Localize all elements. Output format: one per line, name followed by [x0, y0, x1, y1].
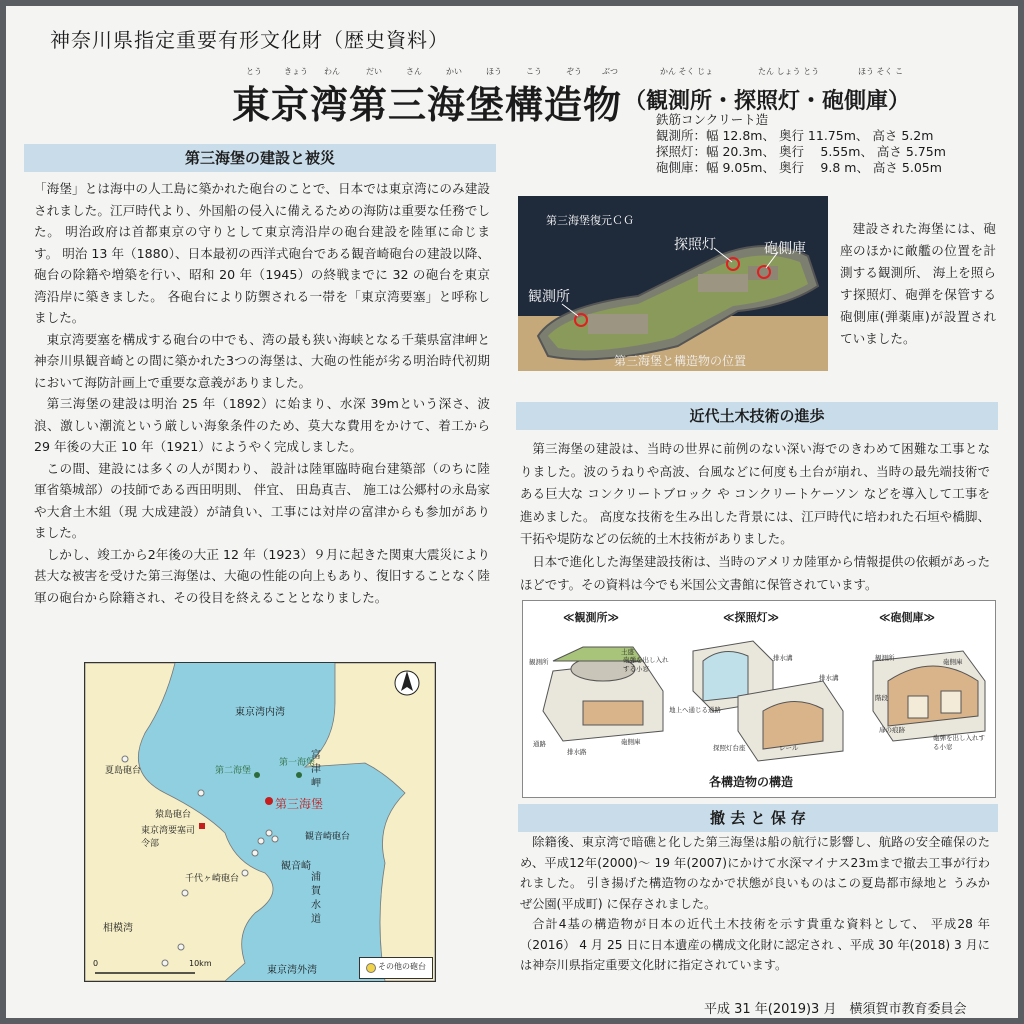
section-body-removal	[520, 832, 990, 976]
diag-label: 地上へ通じる通路	[669, 706, 721, 714]
cg-label-observation: 観測所	[528, 289, 570, 305]
ruby: とう	[246, 67, 262, 76]
map-label-fort3: 第三海堡	[275, 797, 324, 811]
diag-label: 探照灯台座	[713, 744, 746, 752]
map-scale-10: 10km	[189, 959, 212, 968]
diag-label: 通路	[533, 740, 546, 748]
diagram-caption: 各構造物の構造	[709, 775, 794, 789]
diag-label: レール	[779, 744, 799, 752]
map-label-natsushima: 夏島砲台	[105, 766, 142, 776]
map-label-chiyogasaki: 千代ヶ崎砲台	[185, 874, 240, 884]
map-label-sagami: 相模湾	[103, 923, 133, 934]
diag-label: 排水溝	[819, 674, 839, 682]
diagram-head-searchlight: ≪探照灯≫	[723, 611, 780, 624]
map-label-kannonzaki-battery: 観音崎砲台	[305, 832, 351, 842]
cg-label-searchlight: 探照灯	[674, 237, 716, 253]
ruby: ほう	[486, 67, 502, 76]
map-label-fort1: 第一海堡	[279, 758, 316, 768]
legend-dot-icon	[366, 963, 376, 973]
footer-credit: 平成 31 年(2019)3 月 横須賀市教育委員会	[704, 1002, 967, 1017]
paragraph: しかし、竣工から2年後の大正 12 年（1923）９月に起きた関東大震災により甚大な被害を受けた第三海堡は、大砲の性能の向上もあり、復旧することなく陸軍の砲台から除籍され、その役目を終えることとなりました。	[34, 546, 490, 605]
diag-label: 砲弾を出し入れする小窓	[933, 734, 985, 751]
ruby: こう	[526, 67, 542, 76]
legend-label: その他の砲台	[378, 962, 426, 971]
section-body-construction	[34, 178, 490, 608]
map-legend	[359, 957, 433, 979]
spec-list	[656, 112, 946, 176]
paragraph: 第三海堡の建設は明治 25 年（1892）に始まり、水深 39mという深さ、波浪、激しい潮流という厳しい海象条件のため、莫大な費用をかけて、着工から 29 年後の大正 10 年（1921）にようやく完成しました。	[34, 396, 490, 454]
diagram-head-magazine: ≪砲側庫≫	[879, 611, 936, 624]
paragraph: 除籍後、東京湾で暗礁と化した第三海堡は船の航行に影響し、航路の安全確保のため、平成12年(2000)～ 19 年(2007)にかけて水深マイナス23ｍまで撤去工事が行われました。 引き揚げた構造物のなかで状態が良いものはこの夏島都市緑地と うみかぜ公園(平成町) に保存されました。	[520, 835, 990, 911]
spec-row: 探照灯：幅 20.3m、 奥行 5.55m、 高さ 5.75m	[656, 144, 946, 159]
ruby: かい	[446, 67, 462, 76]
section-heading-construction: 第三海堡の建設と被災	[24, 144, 496, 172]
location-map	[84, 662, 436, 982]
diag-label: 観測所	[875, 654, 895, 662]
spec-row: 観測所：幅 12.8m、 奥行 11.75m、 高さ 5.2m	[656, 128, 934, 143]
diag-label: 砲弾を出し入れする小窓	[623, 656, 669, 673]
paragraph: 日本で進化した海堡建設技術は、当時のアメリカ陸軍から情報提供の依頼があったほどです。その資料は今でも米国公文書館に保管されています。	[520, 553, 990, 592]
map-label-hq: 東京湾要塞司令部	[141, 826, 196, 849]
spec-row: 砲側庫：幅 9.05m、 奥行 9.8 m、 高さ 5.05m	[656, 160, 942, 175]
map-scale-0: 0	[93, 959, 99, 968]
ruby: かん そく じょ	[660, 67, 714, 76]
map-label-futtsu: 富津岬	[311, 750, 321, 789]
map-label-inner-bay: 東京湾内湾	[235, 707, 285, 718]
ruby: ぞう	[566, 67, 582, 76]
paragraph: 東京湾要塞を構成する砲台の中でも、湾の最も狭い海峡となる千葉県富津岬と神奈川県観音崎との間に築かれた3つの海堡は、大砲の性能が劣る明治時代初期において海防計画上で重要な意義がありました。	[34, 331, 491, 390]
cg-corner-label: 第三海堡復元ＣＧ	[546, 214, 634, 227]
ruby: わん	[324, 67, 340, 76]
map-label-kannonzaki: 観音崎	[281, 861, 311, 872]
ruby: たん しょう とう	[758, 67, 820, 76]
paragraph: 第三海堡の建設は、当時の世界に前例のない深い海でのきわめて困難な工事となりました。波のうねりや高波、台風などに何度も土台が崩れ、当時の最先端技術である巨大な コンクリートブロック や コンクリートケーソン などを導入して工事を進めました。 高度な技術を生み出した背景には、江戸時代に培われた石垣や橋脚、干拓や堤防などの伝統的土木技術がありました。	[520, 441, 990, 547]
diag-label: 排水路	[567, 748, 587, 756]
ruby: ぶつ	[602, 67, 618, 76]
structure-diagram	[522, 600, 996, 798]
diag-label: 扉の痕跡	[879, 726, 905, 734]
cg-reconstruction-image	[518, 196, 828, 371]
cg-description: 建設された海堡には、砲座のほかに敵艦の位置を計測する観測所、 海上を照らす探照灯、砲弾を保管する砲側庫(弾薬庫)が設置されていました。	[840, 221, 996, 346]
page-subtitle: （観測所・探照灯・砲側庫）	[624, 89, 911, 114]
diag-label: 排水溝	[773, 654, 793, 662]
diag-label: 砲側庫	[943, 658, 963, 666]
diagram-head-observation: ≪観測所≫	[563, 611, 620, 624]
diag-label: 階段	[875, 694, 888, 702]
spec-material: 鉄筋コンクリート造	[656, 112, 769, 127]
info-board	[6, 6, 1018, 1018]
diag-label: 砲側庫	[621, 738, 641, 746]
ruby: ほう そく こ	[858, 67, 904, 76]
section-heading-technology: 近代土木技術の進歩	[516, 402, 998, 430]
ruby: だい	[366, 67, 382, 76]
section-body-technology	[520, 438, 990, 596]
diag-label: 土盛	[621, 648, 634, 656]
diagram-drawings	[523, 601, 995, 797]
paragraph: 合計4基の構造物が日本の近代土木技術を示す貴重な資料として、 平成28 年（2016） 4 月 25 日に日本遺産の構成文化財に認定され 、平成 30 年(2018) 3 月には神奈川県指定重要文化財に指定されています。	[520, 917, 990, 972]
cg-caption: 第三海堡と構造物の位置	[614, 354, 747, 368]
paragraph: この間、建設には多くの人が関わり、 設計は陸軍臨時砲台建築部（のちに陸軍省築城部）の技師である西田明則、 伴宜、 田島真吉、 施工は公郷村の永島家や大倉土木組（現 大成建設）が請負い、工事には対岸の富津からも参加がありました。	[34, 460, 490, 540]
diag-label: 観測所	[529, 658, 549, 666]
page-title: 東京湾第三海堡構造物	[232, 83, 623, 127]
cg-label-magazine: 砲側庫	[764, 241, 806, 257]
ruby: きょう	[284, 67, 308, 76]
section-heading-removal: 撤 去 と 保 存	[518, 804, 998, 832]
paragraph: 「海堡」とは海中の人工島に築かれた砲台のことで、日本では東京湾にのみ建設されました。江戸時代より、外国船の侵入に備えるための海防は重要な任務でした。 明治政府は首都東京の守りとして東京湾沿岸の砲台建設を陸軍に命じます。 明治 13 年（1880）、日本最初の西洋式砲台である観音崎砲台の建設以降、砲台の除籍や増築を行い、昭和 20 年（1945）の終戦までに 32 の砲台を東京湾沿岸に築きました。 各砲台により防禦される一帯を「東京湾要塞」と呼称しました。	[34, 181, 490, 325]
map-label-outer-bay: 東京湾外湾	[267, 965, 317, 976]
ruby: さん	[406, 67, 422, 76]
category-label: 神奈川県指定重要有形文化財（歴史資料）	[50, 28, 449, 52]
map-label-sarushima: 猿島砲台	[155, 810, 192, 820]
map-label-uraga: 浦賀水道	[311, 872, 321, 925]
map-label-fort2: 第二海堡	[215, 766, 252, 776]
